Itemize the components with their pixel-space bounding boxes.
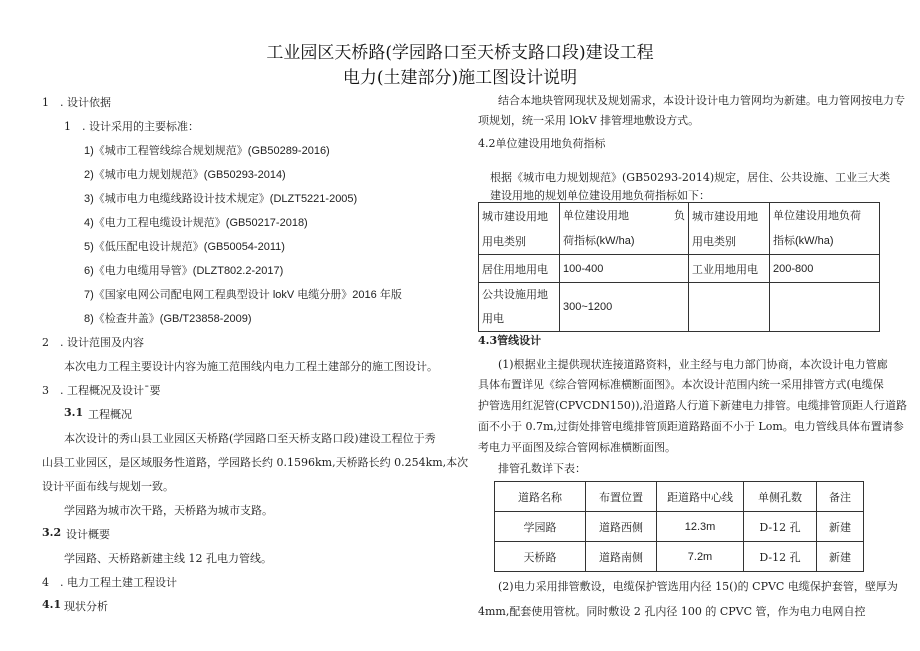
table-cell: 道路西侧 <box>586 512 657 542</box>
paragraph-line: 山县工业园区，是区域服务性道路，学园路长约 0.1596km,天桥路长约 0.254km,本次 <box>42 456 469 469</box>
doc-title-line1: 工业园区天桥路(学园路口至天桥支路口段)建设工程 <box>266 43 654 63</box>
table-cell: D-12 孔 <box>744 512 817 542</box>
table-cell: 300~1200 <box>560 283 689 332</box>
paragraph-line: 项规划，统一采用 lOkV 排管埋地敷设方式。 <box>478 114 700 127</box>
table-cell: 城市建设用地 用电类别 <box>479 203 560 255</box>
table-cell: 单位建设用地 负 荷指标(kW/ha) <box>560 203 689 255</box>
table-row <box>495 542 864 572</box>
table-cell: 道路南侧 <box>586 542 657 572</box>
table-cell: 200-800 <box>770 255 880 283</box>
paragraph-line: 4mm,配套使用管枕。同时敷设 2 孔内径 100 的 CPVC 管，作为电力电网自控 <box>478 605 866 618</box>
section-3-heading: 3 . 工程概况及设计ˉ要 <box>42 384 161 397</box>
table-cell: 公共设施用地 用电 <box>479 283 560 332</box>
table-cell: 学园路 <box>495 512 586 542</box>
table-cell: 12.3m <box>657 512 744 542</box>
section-3-1-heading: 工程概况 <box>88 408 132 421</box>
section-4-2-heading: 4.2单位建设用地负荷指标 <box>478 137 606 150</box>
paragraph-line: 设计平面布线与规划一致。 <box>42 480 174 493</box>
table-header-cell: 距道路中心线 <box>657 482 744 512</box>
table-row <box>479 203 880 255</box>
section-3-2-heading: 设计概要 <box>66 528 110 541</box>
pipe-holes-table <box>494 481 864 572</box>
table-header-cell: 备注 <box>817 482 864 512</box>
section-1-1-heading: 1 . 设计采用的主要标准： <box>64 120 199 133</box>
section-3-1-number: 3.1 <box>64 406 84 419</box>
table-row <box>495 512 864 542</box>
pipe-table-caption: 排管孔数详下表： <box>498 462 586 475</box>
paragraph-line: 建设用地的规划单位建设用地负荷指标如下： <box>490 189 710 202</box>
doc-title-line2: 电力(土建部分)施工图设计说明 <box>342 68 578 88</box>
section-4-heading: 4 . 电力工程土建工程设计 <box>42 576 177 589</box>
table-cell <box>770 283 880 332</box>
paragraph-line: 学园路为城市次干路，天桥路为城市支路。 <box>64 504 273 517</box>
standard-item: 1)《城市工程管线综合规划规范》(GB50289-2016) <box>84 145 330 157</box>
section-3-2-number: 3.2 <box>42 526 62 539</box>
table-cell: 新建 <box>817 542 864 572</box>
paragraph-line: (1)根据业主提供现状连接道路资料，业主经与电力部门协商，本次设计电力管廊 <box>498 358 888 371</box>
table-cell: 新建 <box>817 512 864 542</box>
paragraph-line: 护管选用红泥管(CPVCDN150)),沿道路人行道下新建电力排管。电缆排管顶距人行道路 <box>478 399 907 412</box>
table-header-cell: 单侧孔数 <box>744 482 817 512</box>
table-cell: 城市建设用地 用电类别 <box>689 203 770 255</box>
table-cell: 100-400 <box>560 255 689 283</box>
table-cell: 天桥路 <box>495 542 586 572</box>
section-4-1-heading: 现状分析 <box>64 600 108 613</box>
section-1-heading: 1 . 设计依据 <box>42 96 111 109</box>
table-cell: D-12 孔 <box>744 542 817 572</box>
table-cell: 居住用地用电 <box>479 255 560 283</box>
table-cell: 7.2m <box>657 542 744 572</box>
section-2-heading: 2 . 设计范围及内容 <box>42 336 144 349</box>
paragraph-line: 本次设计的秀山县工业园区天桥路(学园路口至天桥支路口段)建设工程位于秀 <box>64 432 436 445</box>
table-row <box>495 482 864 512</box>
table-cell <box>689 283 770 332</box>
table-header-cell: 道路名称 <box>495 482 586 512</box>
section-3-2-text: 学园路、天桥路新建主线 12 孔电力管线。 <box>64 552 272 565</box>
section-4-3-heading: 4.3管线设计 <box>478 334 542 347</box>
paragraph-line: 面不小于 0.7m,过街处排管电缆排管顶距道路路面不小于 Lom。电力管线具体布置请参 <box>478 420 904 433</box>
table-header-cell: 布置位置 <box>586 482 657 512</box>
standard-item: 6)《电力电缆用导管》(DLZT802.2-2017) <box>84 265 284 277</box>
standard-item: 5)《低压配电设计规范》(GB50054-2011) <box>84 241 285 253</box>
standard-item: 2)《城市电力规划规范》(GB50293-2014) <box>84 169 286 181</box>
paragraph-line: 结合本地块管网现状及规划需求，本设计设计电力管网均为新建。电力管网按电力专 <box>498 94 905 107</box>
standard-item: 7)《国家电网公司配电网工程典型设计 lokV 电缆分册》2016 年版 <box>84 289 402 301</box>
table-cell: 单位建设用地负荷 指标(kW/ha) <box>770 203 880 255</box>
paragraph-line: 具体布置详见《综合管网标准横断面图》。本次设计范围内统一采用排管方式(电缆保 <box>478 378 884 391</box>
paragraph-line: 根据《城市电力规划规范》(GB50293-2014)规定，居住、公共设施、工业三大类 <box>490 171 891 184</box>
paragraph-line: 考电力平面图及综合管网标准横断面图。 <box>478 441 676 454</box>
load-index-table <box>478 202 880 332</box>
table-row <box>479 255 880 283</box>
standard-item: 8)《检查井盖》(GB/T23858-2009) <box>84 313 252 325</box>
paragraph-line: (2)电力采用排管敷设，电缆保护管选用内径 15()的 CPVC 电缆保护套管，壁厚为 <box>498 580 898 593</box>
table-row <box>479 283 880 332</box>
standard-item: 4)《电力工程电缆设计规范》(GB50217-2018) <box>84 217 308 229</box>
section-2-text: 本次电力工程主要设计内容为施工范围线内电力工程土建部分的施工图设计。 <box>64 360 438 373</box>
standard-item: 3)《城市电力电缆线路设计技术规定》(DLZT5221-2005) <box>84 193 358 205</box>
section-4-1-number: 4.1 <box>42 598 62 611</box>
table-cell: 工业用地用电 <box>689 255 770 283</box>
